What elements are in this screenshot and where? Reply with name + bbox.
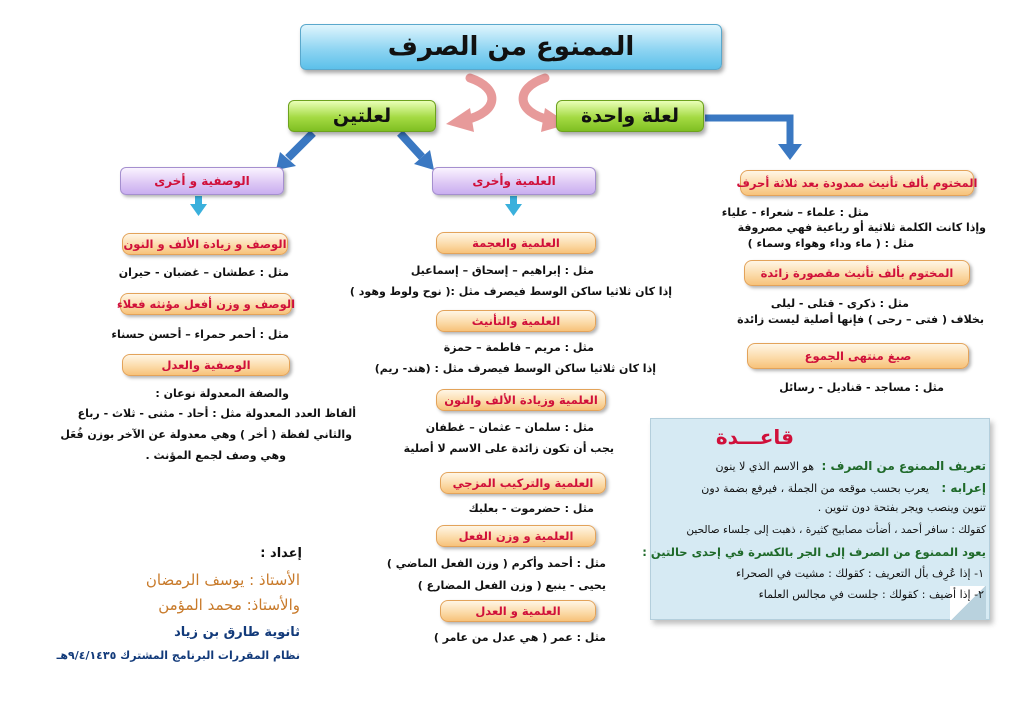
- rule-irab-label: إعرابه :: [941, 481, 986, 495]
- single-cause-arrow: [705, 118, 790, 148]
- page-title: الممنوع من الصرف: [300, 24, 722, 70]
- wasf-1-line-1: مثل : عطشان – غضبان - حيران: [118, 266, 289, 279]
- alam-2-line-2: إذا كان ثلاثيا ساكن الوسط فيصرف مثل : (هند- ريم): [374, 362, 656, 375]
- single-cause-2-line-2: بخلاف ( فتى – رحى ) فإنها أصلية ليست زائدة: [737, 313, 984, 326]
- rule-irab-text: يعرب بحسب موقعه من الجملة ، فيرفع بضمة دون: [701, 482, 929, 495]
- alam-5-line-2: يحيى - ينبع ( وزن الفعل المضارع ): [417, 579, 606, 592]
- alam-1-line-2: إذا كان ثلاثيا ساكن الوسط فيصرف مثل :( نوح ولوط وهود ): [349, 285, 672, 298]
- curved-arrow-left-head: [446, 108, 474, 132]
- rule-def-label: تعريف الممنوع من الصرف :: [821, 459, 986, 473]
- alam-box-5: العلمية و وزن الفعل: [436, 525, 596, 547]
- wasf-3-line-4: وهي وصف لجمع المؤنث .: [145, 449, 286, 462]
- single-cause-arrow-head: [778, 144, 802, 160]
- alam-box-1: العلمية والعجمة: [436, 232, 596, 254]
- wasf-3-line-2: ألفاظ العدد المعدولة مثل : أحاد - مثنى - ثلاث - رباع: [77, 407, 356, 420]
- wasf-3-line-3: والثاني لفظة ( أخر ) وهي معدولة عن الآخر بوزن فُعَل: [60, 428, 352, 441]
- wasf-header: الوصفية و أخرى: [120, 167, 284, 195]
- alam-header: العلمية وأخرى: [432, 167, 596, 195]
- rule-case-2: ٢- إذا أضيف : كقولك : جلست في مجالس العلماء: [758, 588, 984, 601]
- double-cause-arrow-right: [400, 133, 422, 157]
- branch-double-cause: لعلتين: [288, 100, 436, 132]
- credits-author-1: الأستاذ : يوسف الرمضان: [145, 571, 300, 589]
- single-cause-1-line-1: مثل : علماء – شعراء - علياء: [721, 206, 869, 219]
- single-cause-2-line-1: مثل : ذكرى - قتلى - ليلى: [770, 297, 909, 310]
- rule-example: كقولك : سافر أحمد ، أضأت مصابيح كثيرة ، ذهبت إلى جلساء صالحين: [686, 524, 986, 536]
- credits-program: نظام المقررات البرنامج المشترك ٩/٤/١٤٣٥هـ: [56, 649, 300, 662]
- single-cause-3-line-1: مثل : مساجد - قناديل - رسائل: [779, 381, 944, 394]
- rule-title: قاعـــدة: [715, 425, 794, 449]
- alam-box-6: العلمية و العدل: [440, 600, 596, 622]
- alam-3-line-1: مثل : سلمان – عثمان – غطفان: [425, 421, 594, 434]
- double-cause-arrow-left: [288, 133, 313, 158]
- alam-2-line-1: مثل : مريم – فاطمة – حمزة: [443, 341, 594, 354]
- branch-single-cause: لعلة واحدة: [556, 100, 704, 132]
- rule-kasra: يعود الممنوع من الصرف إلى الجر بالكسرة في إحدى حالتين :: [642, 545, 986, 559]
- alam-box-4: العلمية والتركيب المزجي: [440, 472, 606, 494]
- rule-def-text: هو الاسم الذي لا ينون: [715, 460, 814, 473]
- single-cause-box-2: المختوم بألف تأنيث مقصورة زائدة: [744, 260, 970, 286]
- credits-prepared: إعداد :: [260, 546, 302, 561]
- wasf-box-2: الوصف و وزن أفعل مؤنثه فعلاء: [120, 293, 292, 315]
- wasf-down-arrow: [195, 196, 202, 205]
- wasf-box-1: الوصف و زيادة الألف و النون: [122, 233, 288, 255]
- rule-case-1: ١- إذا عُرِف بأل التعريف : كقولك : مشيت في الصحراء: [736, 567, 984, 580]
- single-cause-1-line-3: مثل : ( ماء وداء وهواء وسماء ): [747, 237, 914, 250]
- wasf-2-line-1: مثل : أحمر حمراء – أحسن حسناء: [111, 328, 289, 341]
- alam-6-line-1: مثل : عمر ( هي عدل من عامر ): [433, 631, 606, 644]
- credits-school: ثانوية طارق بن زياد: [174, 625, 300, 640]
- alam-5-line-1: مثل : أحمد وأكرم ( وزن الفعل الماضي ): [386, 557, 606, 570]
- wasf-3-line-1: والصفة المعدولة نوعان :: [155, 387, 289, 400]
- rule-irab-text-2: تنوين وينصب ويجر بفتحة دون تنوين .: [817, 501, 986, 514]
- alam-box-3: العلمية وزيادة الألف والنون: [436, 389, 606, 411]
- single-cause-box-3: صيغ منتهى الجموع: [747, 343, 969, 369]
- single-cause-1-line-2: وإذا كانت الكلمة ثلاثية أو رباعية فهي مصروفة: [737, 221, 986, 234]
- wasf-box-3: الوصفية والعدل: [122, 354, 290, 376]
- alam-3-line-2: يجب أن تكون زائدة على الاسم لا أصلية: [403, 442, 614, 455]
- single-cause-box-1: المختوم بألف تأنيث ممدودة بعد ثلاثة أحرف: [740, 170, 974, 196]
- alam-box-2: العلمية والتأنيث: [436, 310, 596, 332]
- credits-author-2: والأستاذ: محمد المؤمن: [158, 596, 300, 614]
- alam-4-line-1: مثل : حضرموت - بعلبك: [468, 502, 594, 515]
- alam-1-line-1: مثل : إبراهيم – إسحاق – إسماعيل: [410, 264, 594, 277]
- alam-down-arrow: [510, 196, 517, 205]
